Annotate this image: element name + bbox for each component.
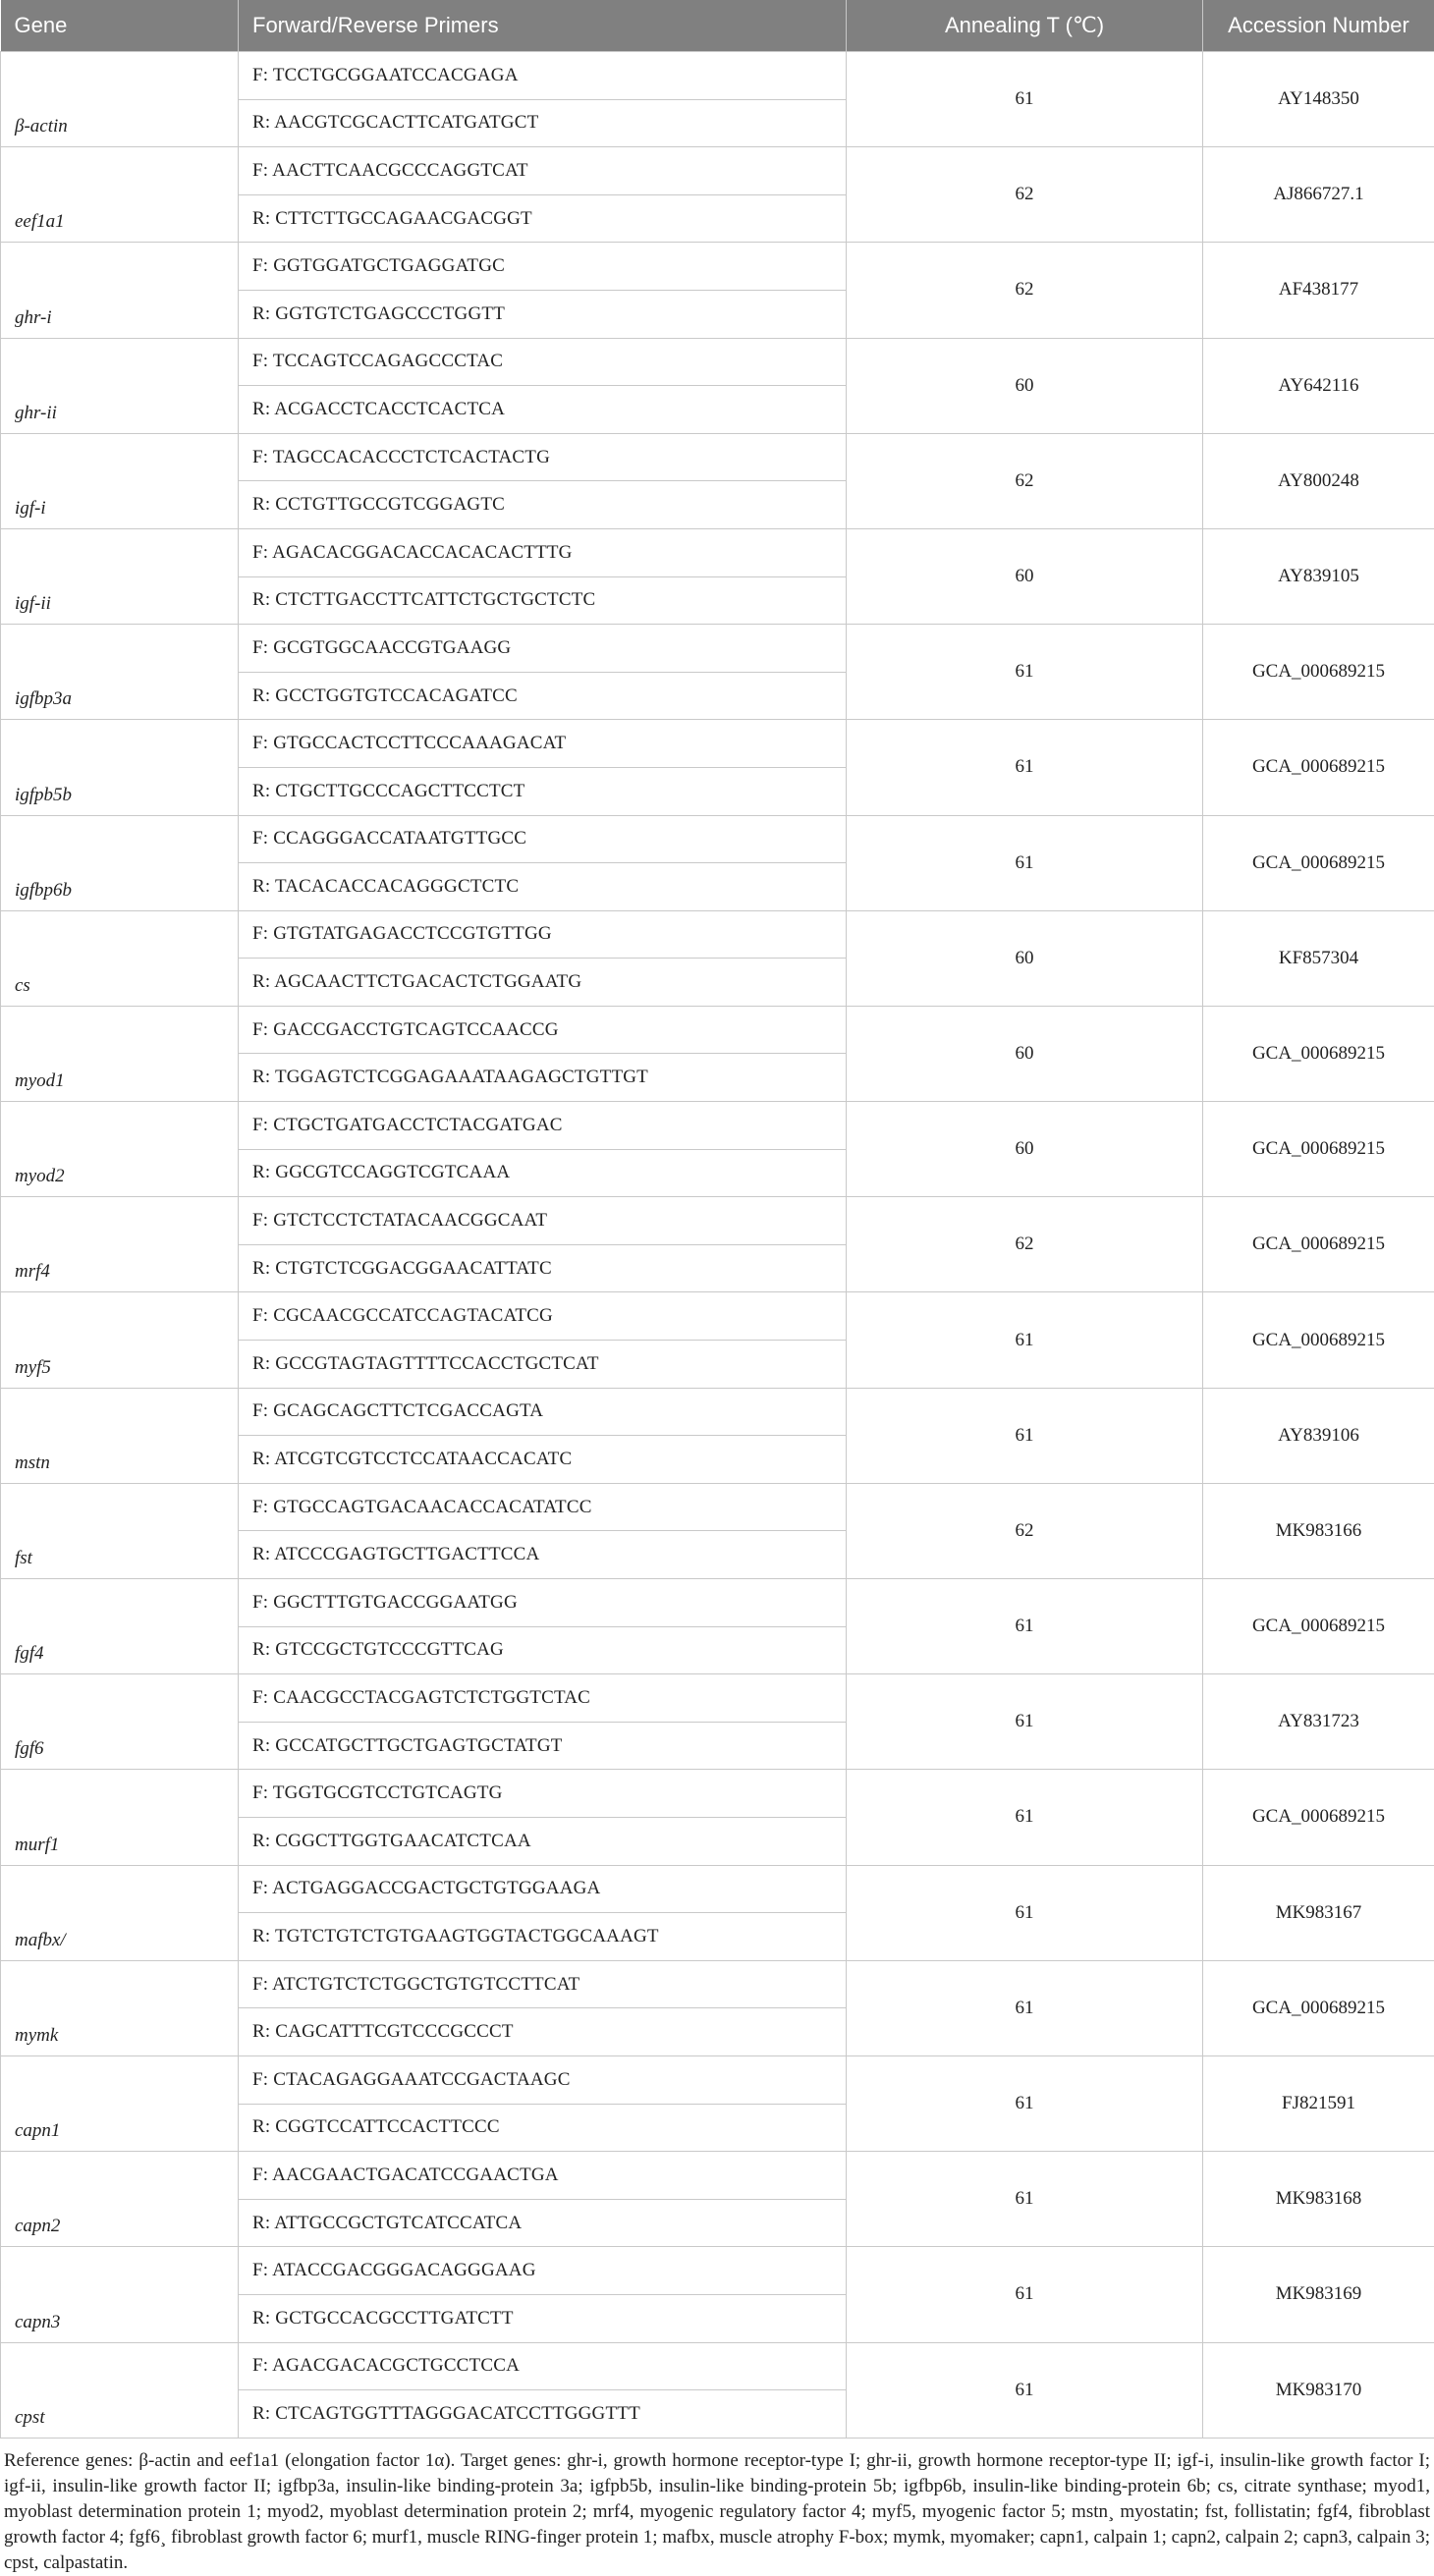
gene-cell: myod1 [1, 1006, 239, 1101]
table-row [1, 1674, 1434, 1723]
gene-cell: fgf6 [1, 1674, 239, 1770]
gene-cell: cpst [1, 2342, 239, 2438]
gene-cell: fgf4 [1, 1579, 239, 1674]
forward-primer-cell: F: TAGCCACACCCTCTCACTACTG [239, 433, 847, 481]
annealing-temp-cell: 60 [847, 338, 1203, 433]
gene-cell: myod2 [1, 1102, 239, 1197]
table-row [1, 433, 1434, 481]
annealing-temp-cell: 62 [847, 147, 1203, 243]
accession-number-cell: AJ866727.1 [1203, 147, 1434, 243]
accession-number-cell: GCA_000689215 [1203, 1770, 1434, 1865]
annealing-temp-cell: 61 [847, 1388, 1203, 1483]
forward-primer-cell: F: GGTGGATGCTGAGGATGC [239, 243, 847, 291]
reverse-primer-cell: R: CGGCTTGGTGAACATCTCAA [239, 1817, 847, 1865]
forward-primer-cell: F: AACTTCAACGCCCAGGTCAT [239, 147, 847, 195]
table-row [1, 625, 1434, 673]
gene-cell: myf5 [1, 1292, 239, 1388]
table-row [1, 1483, 1434, 1531]
reverse-primer-cell: R: CCTGTTGCCGTCGGAGTC [239, 481, 847, 529]
table-row [1, 1960, 1434, 2008]
reverse-primer-cell: R: GTCCGCTGTCCCGTTCAG [239, 1626, 847, 1674]
gene-cell: capn3 [1, 2247, 239, 2342]
forward-primer-cell: F: CTGCTGATGACCTCTACGATGAC [239, 1102, 847, 1150]
annealing-temp-cell: 61 [847, 720, 1203, 815]
table-row [1, 1102, 1434, 1150]
gene-cell: ghr-ii [1, 338, 239, 433]
annealing-temp-cell: 62 [847, 1483, 1203, 1578]
forward-primer-cell: F: CTACAGAGGAAATCCGACTAAGC [239, 2055, 847, 2104]
accession-number-cell: AY839105 [1203, 528, 1434, 624]
forward-primer-cell: F: TCCTGCGGAATCCACGAGA [239, 52, 847, 100]
gene-cell: capn1 [1, 2055, 239, 2151]
table-row [1, 910, 1434, 959]
reverse-primer-cell: R: CAGCATTTCGTCCCGCCCT [239, 2008, 847, 2056]
forward-primer-cell: F: AACGAACTGACATCCGAACTGA [239, 2152, 847, 2200]
reverse-primer-cell: R: ATTGCCGCTGTCATCCATCA [239, 2199, 847, 2247]
forward-primer-cell: F: GCGTGGCAACCGTGAAGG [239, 625, 847, 673]
accession-number-cell: MK983170 [1203, 2342, 1434, 2438]
forward-primer-cell: F: GCAGCAGCTTCTCGACCAGTA [239, 1388, 847, 1436]
accession-number-cell: GCA_000689215 [1203, 815, 1434, 910]
gene-cell: cs [1, 910, 239, 1006]
table-row [1, 2247, 1434, 2295]
reverse-primer-cell: R: ATCCCGAGTGCTTGACTTCCA [239, 1531, 847, 1579]
reverse-primer-cell: R: CGGTCCATTCCACTTCCC [239, 2104, 847, 2152]
accession-number-cell: GCA_000689215 [1203, 625, 1434, 720]
annealing-temp-cell: 61 [847, 2247, 1203, 2342]
accession-number-cell: AY800248 [1203, 433, 1434, 528]
accession-number-cell: FJ821591 [1203, 2055, 1434, 2151]
forward-primer-cell: F: ATACCGACGGGACAGGGAAG [239, 2247, 847, 2295]
accession-number-cell: AY831723 [1203, 1674, 1434, 1770]
table-row [1, 1006, 1434, 1054]
annealing-temp-cell: 61 [847, 2055, 1203, 2151]
reverse-primer-cell: R: CTTCTTGCCAGAACGACGGT [239, 194, 847, 243]
reverse-primer-cell: R: ATCGTCGTCCTCCATAACCACATC [239, 1436, 847, 1484]
forward-primer-cell: F: GTGTATGAGACCTCCGTGTTGG [239, 910, 847, 959]
accession-number-cell: GCA_000689215 [1203, 1197, 1434, 1292]
table-row [1, 815, 1434, 863]
table-row [1, 2152, 1434, 2200]
annealing-temp-cell: 61 [847, 2152, 1203, 2247]
reverse-primer-cell: R: AGCAACTTCTGACACTCTGGAATG [239, 959, 847, 1007]
gene-cell: mrf4 [1, 1197, 239, 1292]
annealing-temp-cell: 61 [847, 625, 1203, 720]
forward-primer-cell: F: TGGTGCGTCCTGTCAGTG [239, 1770, 847, 1818]
table-row [1, 1292, 1434, 1341]
accession-number-cell: GCA_000689215 [1203, 1960, 1434, 2055]
annealing-temp-cell: 61 [847, 52, 1203, 147]
annealing-temp-cell: 61 [847, 1292, 1203, 1388]
accession-number-cell: KF857304 [1203, 910, 1434, 1006]
reverse-primer-cell: R: AACGTCGCACTTCATGATGCT [239, 99, 847, 147]
table-row [1, 2342, 1434, 2390]
reverse-primer-cell: R: CTCAGTGGTTTAGGGACATCCTTGGGTTT [239, 2390, 847, 2439]
accession-number-cell: GCA_000689215 [1203, 1006, 1434, 1101]
gene-cell: ghr-i [1, 243, 239, 338]
header-accession: Accession Number [1203, 0, 1434, 52]
reverse-primer-cell: R: ACGACCTCACCTCACTCA [239, 386, 847, 434]
forward-primer-cell: F: CAACGCCTACGAGTCTCTGGTCTAC [239, 1674, 847, 1723]
reverse-primer-cell: R: CTCTTGACCTTCATTCTGCTGCTCTC [239, 576, 847, 625]
annealing-temp-cell: 61 [847, 1770, 1203, 1865]
forward-primer-cell: F: GTCTCCTCTATACAACGGCAAT [239, 1197, 847, 1245]
forward-primer-cell: F: AGACACGGACACCACACACTTTG [239, 528, 847, 576]
table-row [1, 528, 1434, 576]
annealing-temp-cell: 61 [847, 2342, 1203, 2438]
gene-cell: igf-i [1, 433, 239, 528]
gene-cell: mstn [1, 1388, 239, 1483]
gene-cell: β-actin [1, 52, 239, 147]
table-row [1, 1197, 1434, 1245]
annealing-temp-cell: 61 [847, 1579, 1203, 1674]
forward-primer-cell: F: GTGCCAGTGACAACACCACATATCC [239, 1483, 847, 1531]
gene-cell: mafbx/ [1, 1865, 239, 1960]
forward-primer-cell: F: ACTGAGGACCGACTGCTGTGGAAGA [239, 1865, 847, 1913]
reverse-primer-cell: R: GCCGTAGTAGTTTTCCACCTGCTCAT [239, 1341, 847, 1389]
table-row [1, 243, 1434, 291]
forward-primer-cell: F: CGCAACGCCATCCAGTACATCG [239, 1292, 847, 1341]
gene-cell: igfbp3a [1, 625, 239, 720]
table-row [1, 1579, 1434, 1627]
reverse-primer-cell: R: TGTCTGTCTGTGAAGTGGTACTGGCAAAGT [239, 1913, 847, 1961]
gene-cell: igfpb5b [1, 720, 239, 815]
annealing-temp-cell: 61 [847, 815, 1203, 910]
annealing-temp-cell: 60 [847, 1006, 1203, 1101]
table-row [1, 147, 1434, 195]
gene-cell: fst [1, 1483, 239, 1578]
table-row [1, 2055, 1434, 2104]
gene-cell: igf-ii [1, 528, 239, 624]
annealing-temp-cell: 62 [847, 433, 1203, 528]
annealing-temp-cell: 60 [847, 1102, 1203, 1197]
table-header-row [1, 0, 1434, 52]
accession-number-cell: GCA_000689215 [1203, 1579, 1434, 1674]
reverse-primer-cell: R: GCCTGGTGTCCACAGATCC [239, 672, 847, 720]
forward-primer-cell: F: GACCGACCTGTCAGTCCAACCG [239, 1006, 847, 1054]
table-row [1, 52, 1434, 100]
table-row [1, 1770, 1434, 1818]
accession-number-cell: MK983168 [1203, 2152, 1434, 2247]
header-gene: Gene [1, 0, 239, 52]
accession-number-cell: GCA_000689215 [1203, 1102, 1434, 1197]
table-body [1, 52, 1434, 2439]
forward-primer-cell: F: TCCAGTCCAGAGCCCTAC [239, 338, 847, 386]
forward-primer-cell: F: GTGCCACTCCTTCCCAAAGACAT [239, 720, 847, 768]
reverse-primer-cell: R: GCTGCCACGCCTTGATCTT [239, 2294, 847, 2342]
header-annealing: Annealing T (℃) [847, 0, 1203, 52]
forward-primer-cell: F: ATCTGTCTCTGGCTGTGTCCTTCAT [239, 1960, 847, 2008]
gene-cell: eef1a1 [1, 147, 239, 243]
reverse-primer-cell: R: CTGCTTGCCCAGCTTCCTCT [239, 767, 847, 815]
annealing-temp-cell: 60 [847, 910, 1203, 1006]
reverse-primer-cell: R: TGGAGTCTCGGAGAAATAAGAGCTGTTGT [239, 1054, 847, 1102]
header-primers: Forward/Reverse Primers [239, 0, 847, 52]
accession-number-cell: AY148350 [1203, 52, 1434, 147]
annealing-temp-cell: 62 [847, 243, 1203, 338]
accession-number-cell: GCA_000689215 [1203, 1292, 1434, 1388]
annealing-temp-cell: 61 [847, 1674, 1203, 1770]
reverse-primer-cell: R: GGTGTCTGAGCCCTGGTT [239, 290, 847, 338]
accession-number-cell: AY839106 [1203, 1388, 1434, 1483]
table-row [1, 338, 1434, 386]
table-row [1, 720, 1434, 768]
accession-number-cell: AF438177 [1203, 243, 1434, 338]
gene-cell: capn2 [1, 2152, 239, 2247]
annealing-temp-cell: 60 [847, 528, 1203, 624]
annealing-temp-cell: 61 [847, 1960, 1203, 2055]
accession-number-cell: AY642116 [1203, 338, 1434, 433]
accession-number-cell: MK983169 [1203, 2247, 1434, 2342]
gene-cell: mymk [1, 1960, 239, 2055]
annealing-temp-cell: 61 [847, 1865, 1203, 1960]
table-row [1, 1388, 1434, 1436]
forward-primer-cell: F: CCAGGGACCATAATGTTGCC [239, 815, 847, 863]
annealing-temp-cell: 62 [847, 1197, 1203, 1292]
accession-number-cell: MK983167 [1203, 1865, 1434, 1960]
gene-cell: igfbp6b [1, 815, 239, 910]
table-footnote: Reference genes: β-actin and eef1a1 (elongation factor 1α). Target genes: ghr-i, growth hormone receptor-type I; ghr-ii, growth hormone receptor-type II; igf-i, insulin-like growth factor I; igf-ii, insulin-like growth factor II; igfbp3a, insulin-like binding-protein 3a; igfpb5b, insulin-like binding-protein 5b; igfbp6b, insulin-like binding-protein 6b; cs, citrate synthase; myod1, myoblast determination protein 1; myod2, myoblast determination protein 2; mrf4, myogenic regulatory factor 4; myf5, myogenic factor 5; mstn¸ myostatin; fst, follistatin; fgf4, fibroblast growth factor 4; fgf6¸ fibroblast growth factor 6; murf1, muscle RING-finger protein 1; mafbx, muscle atrophy F-box; mymk, myomaker; capn1, calpain 1; capn2, calpain 2; capn3, calpain 3; cpst, calpastatin. [0, 2439, 1434, 2576]
table-row [1, 1865, 1434, 1913]
reverse-primer-cell: R: GGCGTCCAGGTCGTCAAA [239, 1149, 847, 1197]
forward-primer-cell: F: GGCTTTGTGACCGGAATGG [239, 1579, 847, 1627]
reverse-primer-cell: R: TACACACCACAGGGCTCTC [239, 863, 847, 911]
accession-number-cell: MK983166 [1203, 1483, 1434, 1578]
reverse-primer-cell: R: GCCATGCTTGCTGAGTGCTATGT [239, 1722, 847, 1770]
forward-primer-cell: F: AGACGACACGCTGCCTCCA [239, 2342, 847, 2390]
accession-number-cell: GCA_000689215 [1203, 720, 1434, 815]
gene-cell: murf1 [1, 1770, 239, 1865]
reverse-primer-cell: R: CTGTCTCGGACGGAACATTATC [239, 1244, 847, 1292]
